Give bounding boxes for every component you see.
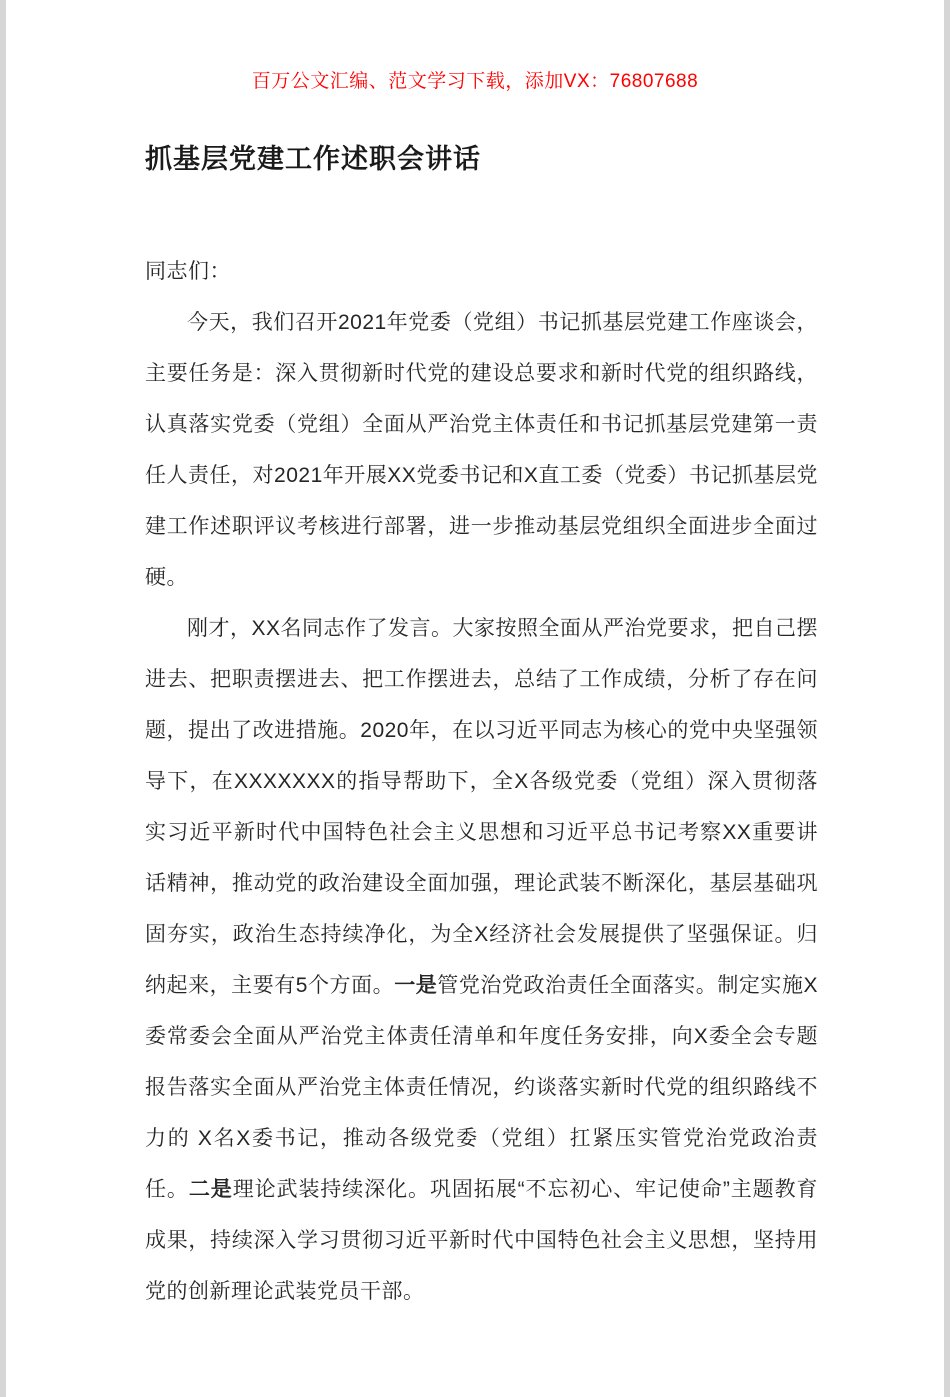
promo-notice: 百万公文汇编、范文学习下载，添加VX：76807688 — [251, 71, 699, 92]
paragraph-run-bold: 一是 — [394, 974, 438, 997]
paragraph-run: 刚才，XX名同志作了发言。大家按照全面从严治党要求，把自己摆进去、把职责摆进去、把工作摆进去，总结了工作成绩，分析了存在问题，提出了改进措施。2020年，在以习近平同志为核心的党中央坚强领导下，在XXXXXXX的指导帮助下，全X各级党委（党组）深入贯彻落实习近平新时代中国特色社会主义思想和习近平总书记考察XX重要讲话精神，推动党的政治建设全面加强，理论武装不断深化，基层基础巩固夯实，政治生态持续净化，为全X经济社会发展提供了坚强保证。归纳起来，主要有5个方面。 — [145, 617, 819, 997]
paragraph-run: 今天，我们召开2021年党委（党组）书记抓基层党建工作座谈会，主要任务是：深入贯彻新时代党的建设总要求和新时代党的组织路线，认真落实党委（党组）全面从严治党主体责任和书记抓基层党建第一责任人责任，对2021年开展XX党委书记和X直工委（党委）书记抓基层党建工作述职评议考核进行部署，进一步推动基层党组织全面进步全面过硬。 — [145, 311, 818, 589]
paragraph-container — [145, 297, 818, 1317]
document-title: 抓基层党建工作述职会讲话 — [145, 144, 481, 174]
paragraph-run: 管党治党政治责任全面落实。制定实施X委常委会全面从严治党主体责任清单和年度任务安排，向X委全会专题报告落实全面从严治党主体责任情况，约谈落实新时代党的组织路线不力的 X名X委书记，推动各级党委（党组）扛紧压实管党治党政治责任。 — [145, 974, 818, 1201]
document-body — [145, 246, 818, 1317]
paragraph — [145, 603, 818, 1317]
paragraph-run: 理论武装持续深化。巩固拓展“不忘初心、牢记使命”主题教育成果，持续深入学习贯彻习近平新时代中国特色社会主义思想，坚持用党的创新理论武装党员干部。 — [145, 1178, 819, 1303]
salutation: 同志们： — [145, 260, 231, 283]
paragraph-run-bold: 二是 — [188, 1178, 233, 1201]
document-page — [6, 0, 944, 1397]
paragraph — [145, 297, 818, 603]
